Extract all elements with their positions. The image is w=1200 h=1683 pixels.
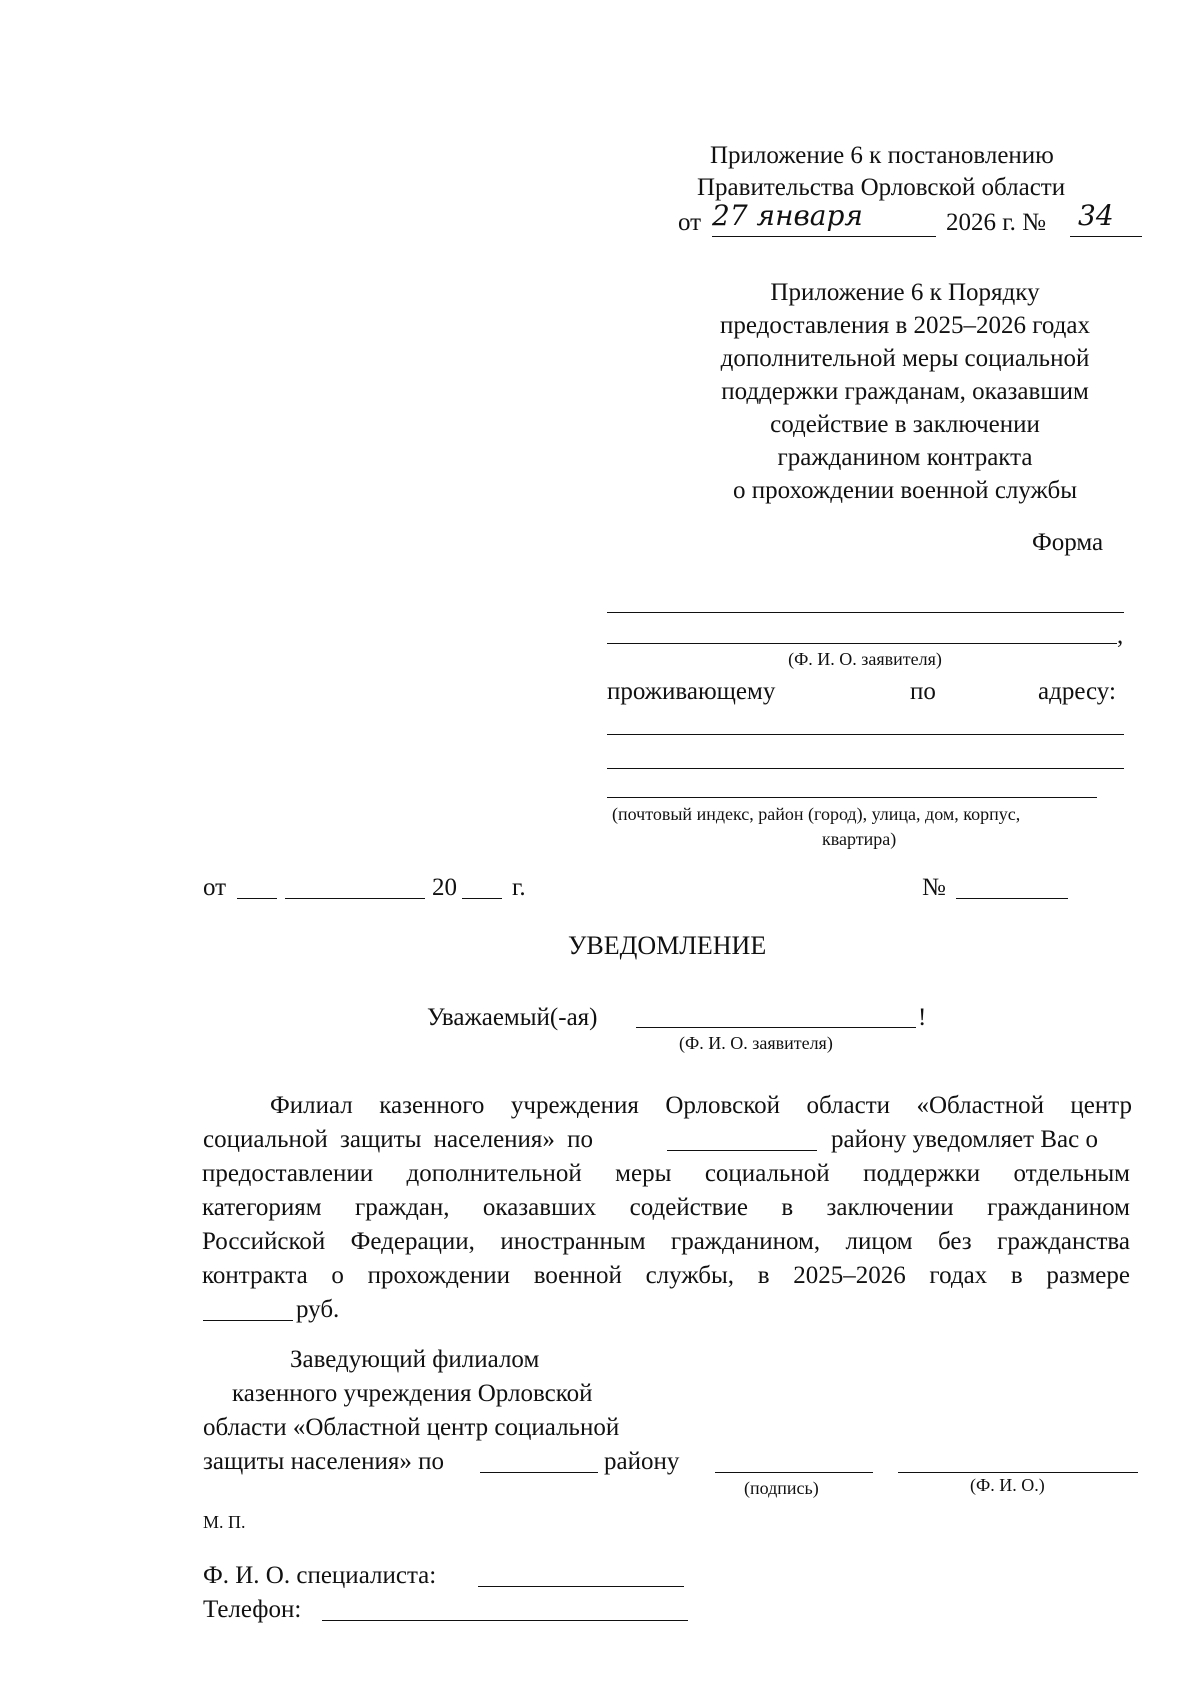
notice-body-line-2-start: социальной защиты населения» по <box>203 1126 594 1153</box>
address-line-3 <box>607 797 1097 798</box>
signature-line-4-end: району <box>604 1448 680 1475</box>
specialist-fio-line <box>478 1586 684 1587</box>
order-appendix-line-4: поддержки гражданам, оказавшим <box>721 378 1089 405</box>
date-year-line <box>462 898 502 899</box>
recipient-fio-line-1 <box>607 612 1124 613</box>
recipient-comma: , <box>1117 622 1124 649</box>
date-underline <box>712 236 936 237</box>
amount-blank-line <box>203 1320 293 1321</box>
address-line-1 <box>607 734 1124 735</box>
address-line-2 <box>607 768 1124 769</box>
appendix-line-2: Правительства Орловской области <box>697 174 1066 201</box>
signature-line-4-start: защиты населения» по <box>203 1448 445 1475</box>
date-year-prefix: 20 <box>432 874 457 901</box>
signature-fio-line <box>898 1472 1138 1473</box>
signature-line-2: казенного учреждения Орловской <box>232 1380 593 1407</box>
handwritten-number: 34 <box>1078 199 1114 232</box>
notice-title: УВЕДОМЛЕНИЕ <box>568 931 767 960</box>
address-caption-line-2: квартира) <box>822 829 897 849</box>
greeting-exclamation: ! <box>918 1004 927 1031</box>
specialist-phone-label: Телефон: <box>203 1596 302 1623</box>
notice-body-line-1: Филиал казенного учреждения Орловской области «Областной центр <box>270 1092 1132 1119</box>
form-label: Форма <box>1032 529 1104 556</box>
order-appendix-line-1: Приложение 6 к Порядку <box>770 279 1040 306</box>
greeting-fio-caption: (Ф. И. О. заявителя) <box>679 1033 833 1053</box>
doc-number-line <box>956 898 1068 899</box>
appendix-line-1: Приложение 6 к постановлению <box>710 142 1054 169</box>
greeting-fio-line <box>636 1027 916 1028</box>
date-day-line <box>237 898 277 899</box>
signature-sign-line <box>715 1472 873 1473</box>
order-appendix-line-7: о прохождении военной службы <box>732 477 1078 504</box>
signature-line-3: области «Областной центр социальной <box>203 1414 620 1441</box>
notice-body-line-5: Российской Федерации, иностранным гражданином, лицом без гражданства <box>202 1228 1130 1255</box>
recipient-fio-caption: (Ф. И. О. заявителя) <box>788 649 942 669</box>
notice-body-line-4: категориям граждан, оказавших содействие в заключении гражданином <box>202 1194 1130 1221</box>
currency-label: руб. <box>296 1296 340 1323</box>
from-prefix: от <box>678 209 702 236</box>
order-appendix-line-5: содействие в заключении <box>770 411 1040 438</box>
date-year-suffix: г. <box>512 874 526 901</box>
order-appendix-line-2: предоставления в 2025–2026 годах <box>720 312 1090 339</box>
address-word-by: по <box>910 678 936 705</box>
specialist-fio-label: Ф. И. О. специалиста: <box>203 1562 437 1589</box>
year-number-label: 2026 г. № <box>946 209 1047 236</box>
signature-district-line <box>480 1472 598 1473</box>
order-appendix-line-3: дополнительной меры социальной <box>720 345 1090 372</box>
date-month-line <box>285 898 425 899</box>
address-word-address: адресу: <box>1038 678 1116 705</box>
notice-body-line-6: контракта о прохождении военной службы, в 2025–2026 годах в размере <box>202 1262 1130 1289</box>
address-word-living: проживающему <box>607 678 776 705</box>
specialist-phone-line <box>322 1620 688 1621</box>
district-blank-line <box>667 1150 817 1151</box>
doc-number-label: № <box>922 874 946 901</box>
recipient-fio-line-2 <box>607 643 1117 644</box>
signature-sign-caption: (подпись) <box>744 1478 819 1498</box>
address-caption-line-1: (почтовый индекс, район (город), улица, дом, корпус, <box>612 804 1021 824</box>
number-underline <box>1070 236 1142 237</box>
notice-body-line-2-end: району уведомляет Вас о <box>831 1126 1098 1153</box>
greeting-label: Уважаемый(-ая) <box>427 1004 598 1031</box>
handwritten-date: 27 января <box>712 199 863 232</box>
stamp-placeholder: М. П. <box>203 1512 246 1532</box>
date-from-label: от <box>203 874 227 901</box>
notice-body-line-2 <box>203 1124 1132 1155</box>
signature-line-1: Заведующий филиалом <box>290 1346 540 1373</box>
notice-body-line-3: предоставлении дополнительной меры социальной поддержки отдельным <box>202 1160 1130 1187</box>
order-appendix-line-6: гражданином контракта <box>777 444 1033 471</box>
signature-fio-caption: (Ф. И. О.) <box>970 1475 1045 1495</box>
